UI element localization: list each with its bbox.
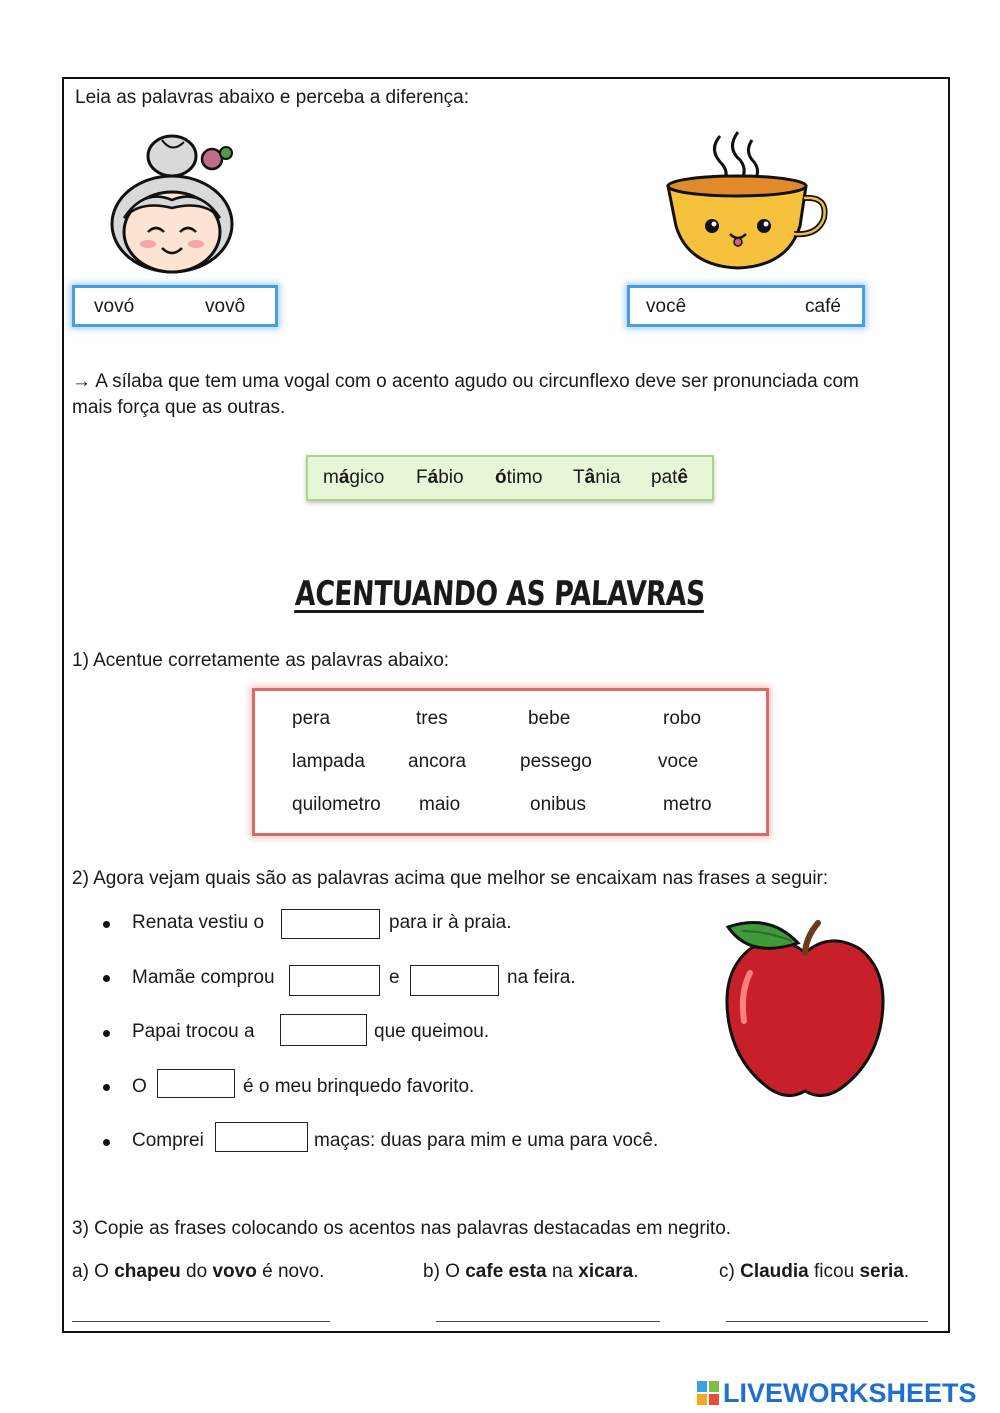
question-3: 3) Copie as frases colocando os acentos nas palavras destacadas em negrito.: [72, 1218, 732, 1239]
coffee-cup-illustration: [660, 130, 830, 272]
answer-line-c[interactable]: [726, 1321, 928, 1322]
sentence-4-end: é o meu brinquedo favorito.: [243, 1076, 475, 1097]
sentence-3-end: que queimou.: [374, 1021, 490, 1042]
answer-blank-5[interactable]: [157, 1069, 235, 1098]
word-item: voce: [658, 751, 699, 772]
question-1: 1) Acentue corretamente as palavras abaixo:: [72, 650, 450, 671]
rule-text-line-2: mais força que as outras.: [72, 397, 286, 418]
word-item: lampada: [292, 751, 365, 772]
accent-example-word: patê: [651, 467, 688, 488]
accent-examples-box: [306, 455, 714, 501]
sentence-2-mid: e: [389, 967, 400, 988]
word-item: quilometro: [292, 794, 381, 815]
word-item: pessego: [520, 751, 592, 772]
word-item: ancora: [408, 751, 467, 772]
word-item: tres: [416, 708, 448, 729]
example-word: vovô: [205, 296, 246, 317]
word-item: robo: [663, 708, 702, 729]
intro-text: Leia as palavras abaixo e perceba a diferença:: [75, 87, 469, 108]
sentence-3-start: Papai trocou a: [132, 1021, 255, 1042]
question-2: 2) Agora vejam quais são as palavras acima que melhor se encaixam nas frases a seguir:: [72, 868, 829, 889]
word-item: bebe: [528, 708, 571, 729]
bullet: [103, 1030, 110, 1037]
example-word: vovó: [94, 296, 135, 317]
example-word: café: [805, 296, 841, 317]
accent-example-word: ótimo: [495, 467, 543, 488]
sentence-2-start: Mamãe comprou: [132, 967, 275, 988]
answer-blank-4[interactable]: [280, 1014, 367, 1046]
sentence-5-end: maças: duas para mim e uma para você.: [314, 1130, 659, 1151]
bullet: [103, 1084, 110, 1091]
word-item: maio: [419, 794, 461, 815]
bullet: [103, 921, 110, 928]
answer-blank-1[interactable]: [281, 909, 380, 939]
answer-line-a[interactable]: [72, 1321, 330, 1322]
apple-illustration: [720, 913, 890, 1103]
accent-example-word: mágico: [323, 467, 385, 488]
section-title: ACENTUANDO AS PALAVRAS: [294, 574, 706, 614]
liveworksheets-logo-icon: [697, 1381, 719, 1405]
sentence-4-start: O: [132, 1076, 147, 1097]
bullet: [103, 975, 110, 982]
example-box-right: [627, 285, 865, 327]
watermark-text: LIVEWORKSHEETS: [723, 1378, 977, 1408]
answer-blank-2[interactable]: [289, 965, 380, 996]
bullet: [103, 1139, 110, 1146]
sentence-2-end: na feira.: [507, 967, 576, 988]
sentence-1-start: Renata vestiu o: [132, 912, 265, 933]
word-item: metro: [663, 794, 712, 815]
accent-example-word: Fábio: [416, 467, 464, 488]
grandma-illustration: [104, 128, 244, 278]
answer-blank-6[interactable]: [215, 1122, 308, 1152]
rule-text-line-1: → A sílaba que tem uma vogal com o acento agudo ou circunflexo deve ser pronunciada com: [72, 371, 859, 392]
word-item: onibus: [530, 794, 586, 815]
example-word: você: [646, 296, 687, 317]
words-box: [252, 688, 769, 836]
example-box-left: [72, 285, 278, 327]
answer-line-b[interactable]: [436, 1321, 660, 1322]
word-item: pera: [292, 708, 331, 729]
answer-blank-3[interactable]: [410, 965, 499, 996]
sentence-1-end: para ir à praia.: [389, 912, 512, 933]
phrase-c: c) Claudia ficou seria.: [719, 1261, 910, 1282]
phrase-b: b) O cafe esta na xicara.: [423, 1261, 639, 1282]
accent-example-word: Tânia: [573, 467, 621, 488]
phrase-a: a) O chapeu do vovo é novo.: [72, 1261, 325, 1282]
sentence-5-start: Comprei: [132, 1130, 204, 1151]
